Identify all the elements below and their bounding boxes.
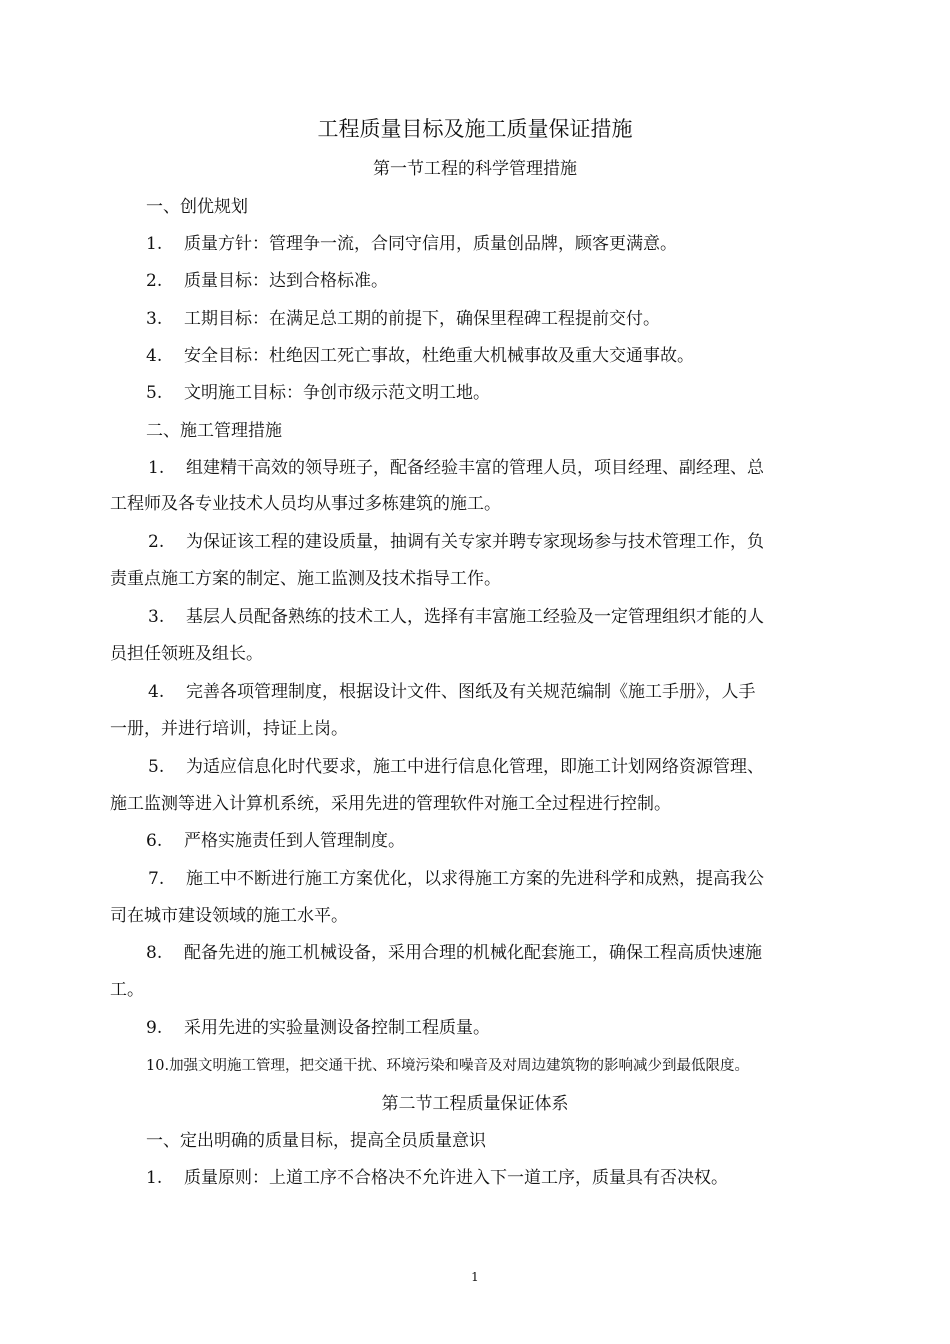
item-text: 严格实施责任到人管理制度。: [184, 831, 405, 851]
item-text: 采用先进的实验量测设备控制工程质量。: [184, 1018, 490, 1038]
item-text: 工期目标：在满足总工期的前提下，确保里程碑工程提前交付。: [184, 309, 660, 329]
item-number: 9.: [146, 1018, 163, 1038]
list-item: [146, 1017, 490, 1039]
item-number: 2.: [146, 271, 163, 291]
list-item: [146, 1055, 749, 1077]
item-continuation: 司在城市建设领域的施工水平。: [110, 906, 348, 926]
item-text: 文明施工目标：争创市级示范文明工地。: [184, 383, 490, 403]
item-text: 配备先进的施工机械设备，采用合理的机械化配套施工，确保工程高质快速施: [184, 943, 762, 963]
item-number: 3.: [146, 309, 163, 329]
item-continuation: 工程师及各专业技术人员均从事过多栋建筑的施工。: [110, 494, 501, 514]
item-number: 1.: [146, 234, 163, 254]
list-item: [148, 606, 764, 628]
item-number: 8.: [146, 943, 163, 963]
item-continuation: 施工监测等进入计算机系统，采用先进的管理软件对施工全过程进行控制。: [110, 794, 671, 814]
part-heading: 二、施工管理措施: [146, 421, 282, 441]
list-item: [146, 942, 762, 964]
item-continuation: 员担任领班及组长。: [110, 644, 263, 664]
item-text: 加强文明施工管理，把交通干扰、环境污染和噪音及对周边建筑物的影响减少到最低限度。: [169, 1058, 750, 1074]
item-number: 1.: [148, 458, 165, 478]
list-item: [146, 830, 405, 852]
item-continuation: 责重点施工方案的制定、施工监测及技术指导工作。: [110, 569, 501, 589]
item-text: 质量原则：上道工序不合格决不允许进入下一道工序，质量具有否决权。: [184, 1168, 728, 1188]
list-item: [148, 681, 756, 703]
list-item: [148, 756, 764, 778]
item-number: 1.: [146, 1168, 163, 1188]
list-item: [148, 457, 764, 479]
part-heading: 一、定出明确的质量目标，提高全员质量意识: [146, 1131, 486, 1151]
item-text: 完善各项管理制度，根据设计文件、图纸及有关规范编制《施工手册》，人手: [186, 682, 756, 702]
item-number: 3.: [148, 607, 165, 627]
item-text: 组建精干高效的领导班子，配备经验丰富的管理人员，项目经理、副经理、总: [186, 458, 764, 478]
item-text: 质量目标：达到合格标准。: [184, 271, 388, 291]
item-text: 施工中不断进行施工方案优化，以求得施工方案的先进科学和成熟，提高我公: [186, 869, 764, 889]
page-number: 1: [471, 1270, 479, 1284]
item-number: 4.: [146, 346, 163, 366]
item-continuation: 一册，并进行培训，持证上岗。: [110, 719, 348, 739]
list-item: [146, 233, 677, 255]
item-number: 5.: [146, 383, 163, 403]
item-text: 为保证该工程的建设质量，抽调有关专家并聘专家现场参与技术管理工作，负: [186, 532, 764, 552]
item-text: 基层人员配备熟练的技术工人，选择有丰富施工经验及一定管理组织才能的人: [186, 607, 764, 627]
item-text: 质量方针：管理争一流，合同守信用，质量创品牌，顾客更满意。: [184, 234, 677, 254]
item-number: 7.: [148, 869, 165, 889]
list-item: [148, 531, 764, 553]
item-text: 为适应信息化时代要求，施工中进行信息化管理，即施工计划网络资源管理、: [186, 757, 764, 777]
item-number: 6.: [146, 831, 163, 851]
list-item: [146, 270, 388, 292]
list-item: [146, 308, 660, 330]
document-title: 工程质量目标及施工质量保证措施: [317, 117, 633, 141]
list-item: [146, 382, 490, 404]
item-number: 5.: [148, 757, 165, 777]
list-item: [146, 345, 694, 367]
item-continuation: 工。: [110, 980, 144, 1000]
item-number: 4.: [148, 682, 165, 702]
item-text: 安全目标：杜绝因工死亡事故，杜绝重大机械事故及重大交通事故。: [184, 346, 694, 366]
section-heading: 第二节工程质量保证体系: [381, 1094, 569, 1114]
item-number: 2.: [148, 532, 165, 552]
section-heading: 第一节工程的科学管理措施: [373, 159, 577, 179]
list-item: [148, 868, 764, 890]
item-number: 10.: [146, 1058, 170, 1074]
part-heading: 一、创优规划: [146, 197, 248, 217]
list-item: [146, 1167, 728, 1189]
